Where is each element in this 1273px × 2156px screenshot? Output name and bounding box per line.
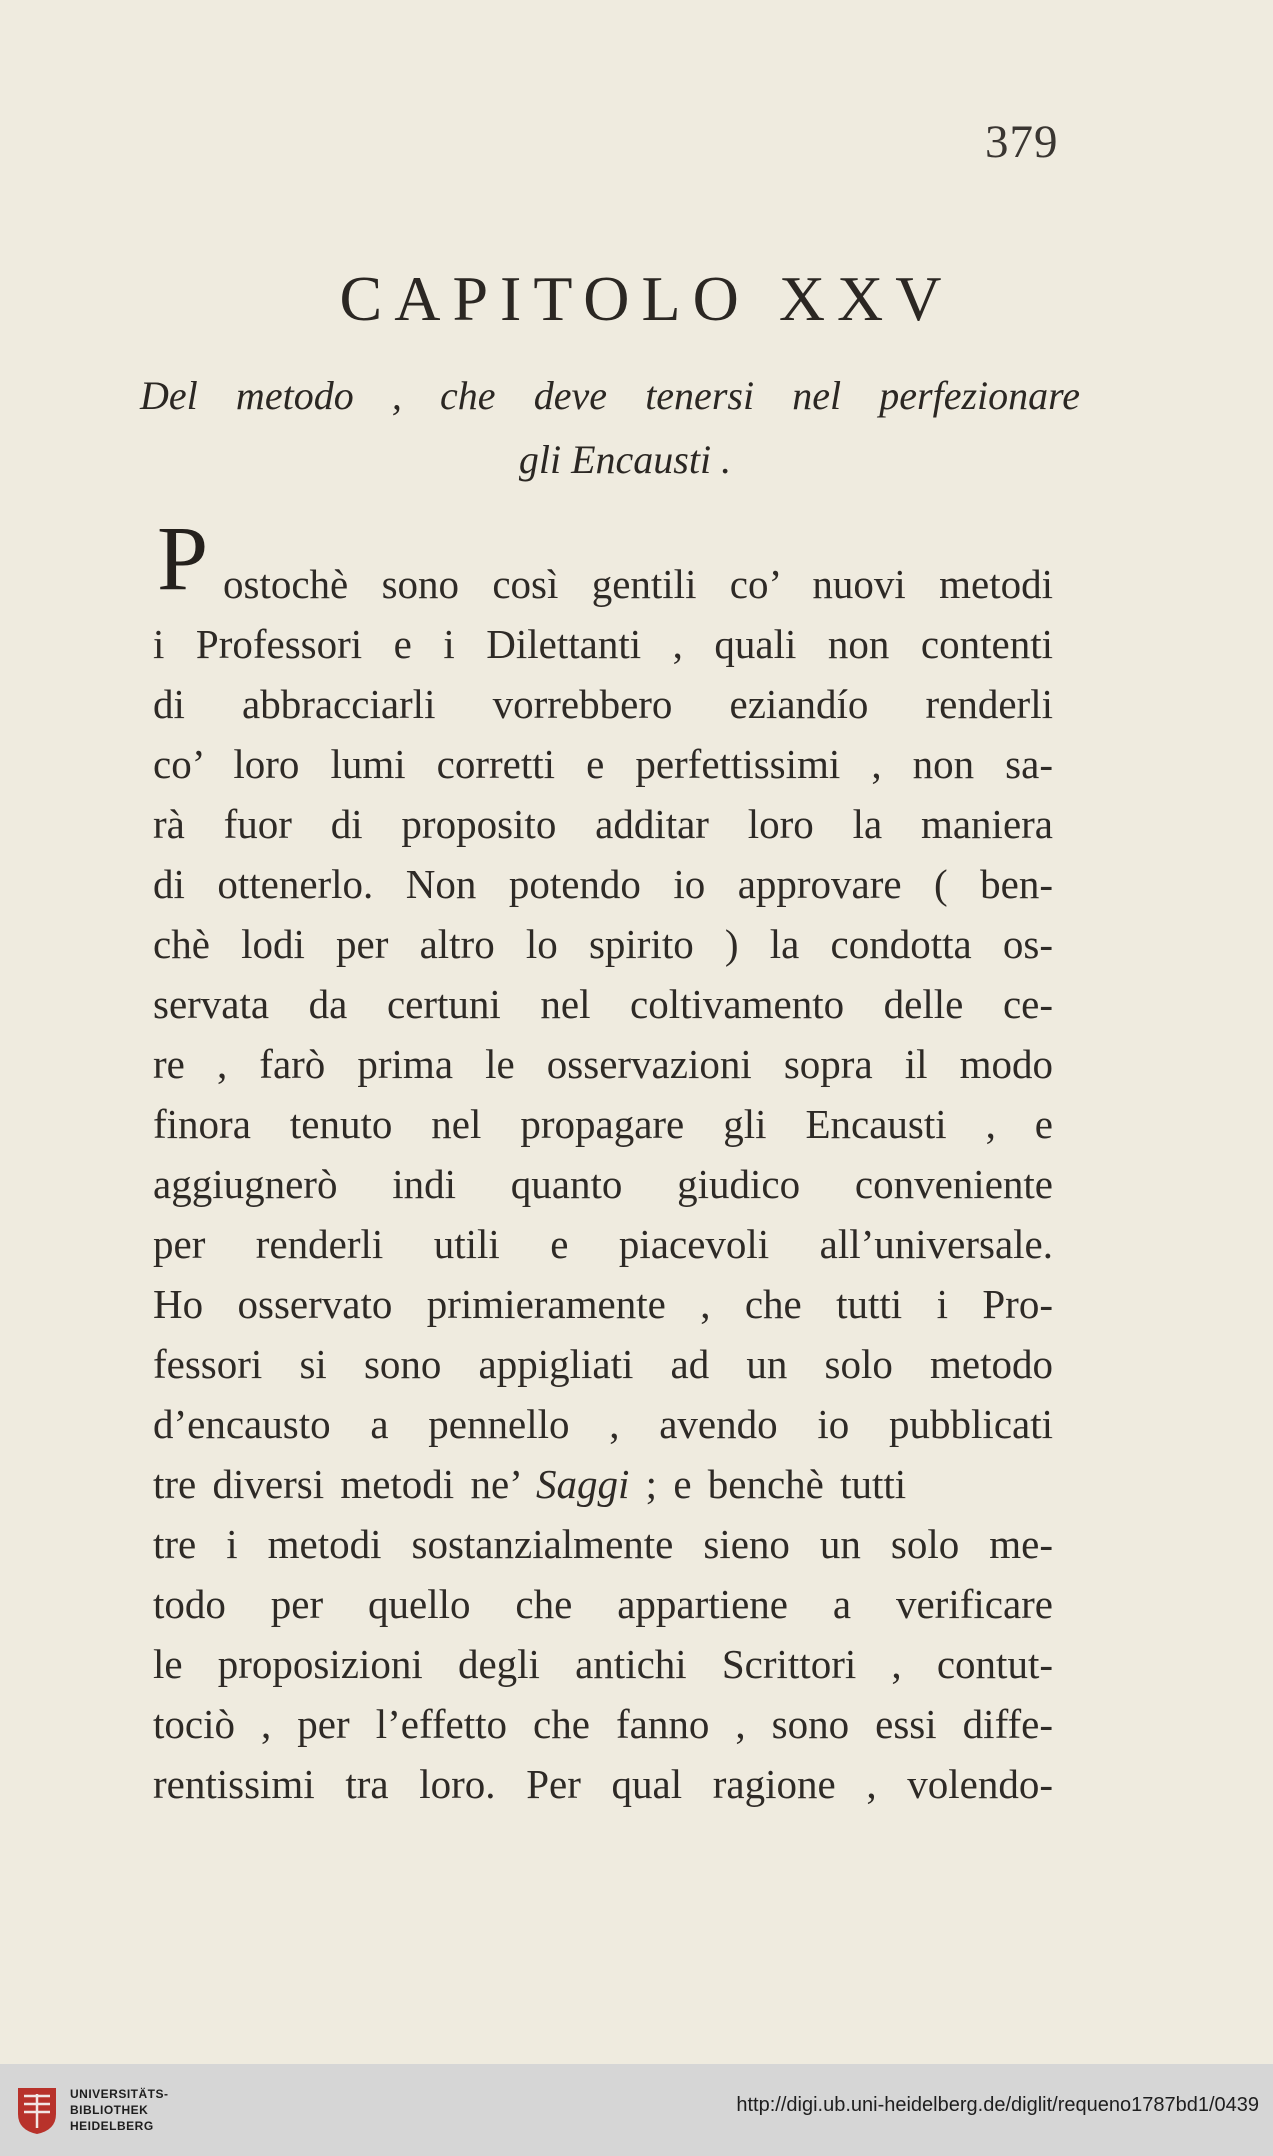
page-number: 379 bbox=[985, 116, 1059, 168]
body-line: di ottenerlo. Non potendo io approvare ( ben- bbox=[153, 861, 1053, 907]
body-line: fessori si sono appigliati ad un solo metodo bbox=[153, 1341, 1053, 1387]
body-line: re , farò prima le osservazioni sopra il modo bbox=[153, 1041, 1053, 1087]
body-line-with-italic bbox=[153, 1460, 1053, 1508]
viewer-footer bbox=[0, 2064, 1273, 2156]
body-line: i Professori e i Dilettanti , quali non contenti bbox=[153, 621, 1053, 667]
body-line: ostochè sono così gentili co’ nuovi metodi bbox=[223, 561, 1053, 607]
body-line: di abbracciarli vorrebbero eziandío renderli bbox=[153, 681, 1053, 727]
library-logo-text: UNIVERSITÄTS- BIBLIOTHEK HEIDELBERG bbox=[70, 2087, 169, 2133]
university-seal-icon bbox=[14, 2084, 60, 2136]
chapter-title: CAPITOLO XXV bbox=[339, 263, 954, 334]
italic-word: Saggi bbox=[536, 1461, 630, 1507]
page-permalink[interactable]: http://digi.ub.uni-heidelberg.de/diglit/requeno1787bd1/0439 bbox=[736, 2094, 1259, 2116]
body-line: servata da certuni nel coltivamento delle ce- bbox=[153, 981, 1053, 1027]
body-line: rentissimi tra loro. Per qual ragione , volendo- bbox=[153, 1761, 1053, 1807]
body-line: le proposizioni degli antichi Scrittori , contut- bbox=[153, 1641, 1053, 1687]
body-line: aggiugnerò indi quanto giudico conveniente bbox=[153, 1161, 1053, 1207]
drop-cap: P bbox=[157, 507, 209, 609]
body-line-text: ; e benchè tutti bbox=[629, 1461, 907, 1507]
body-line: co’ loro lumi corretti e perfettissimi , non sa- bbox=[153, 741, 1053, 787]
body-line: tre i metodi sostanzialmente sieno un solo me- bbox=[153, 1521, 1053, 1567]
body-line: per renderli utili e piacevoli all’universale. bbox=[153, 1221, 1053, 1267]
body-line: Ho osservato primieramente , che tutti i Pro- bbox=[153, 1281, 1053, 1327]
body-line: chè lodi per altro lo spirito ) la condotta os- bbox=[153, 921, 1053, 967]
body-line-text: tre diversi metodi ne’ bbox=[153, 1461, 520, 1507]
chapter-subtitle-line-1: Del metodo , che deve tenersi nel perfezionare bbox=[140, 373, 1080, 418]
chapter-subtitle-line-2: gli Encausti . bbox=[518, 437, 732, 482]
body-line: tociò , per l’effetto che fanno , sono essi diffe- bbox=[153, 1701, 1053, 1747]
body-line: rà fuor di proposito additar loro la maniera bbox=[153, 801, 1053, 847]
body-line: todo per quello che appartiene a verificare bbox=[153, 1581, 1053, 1627]
body-line: finora tenuto nel propagare gli Encausti , e bbox=[153, 1101, 1053, 1147]
body-line: d’encausto a pennello , avendo io pubblicati bbox=[153, 1401, 1053, 1447]
